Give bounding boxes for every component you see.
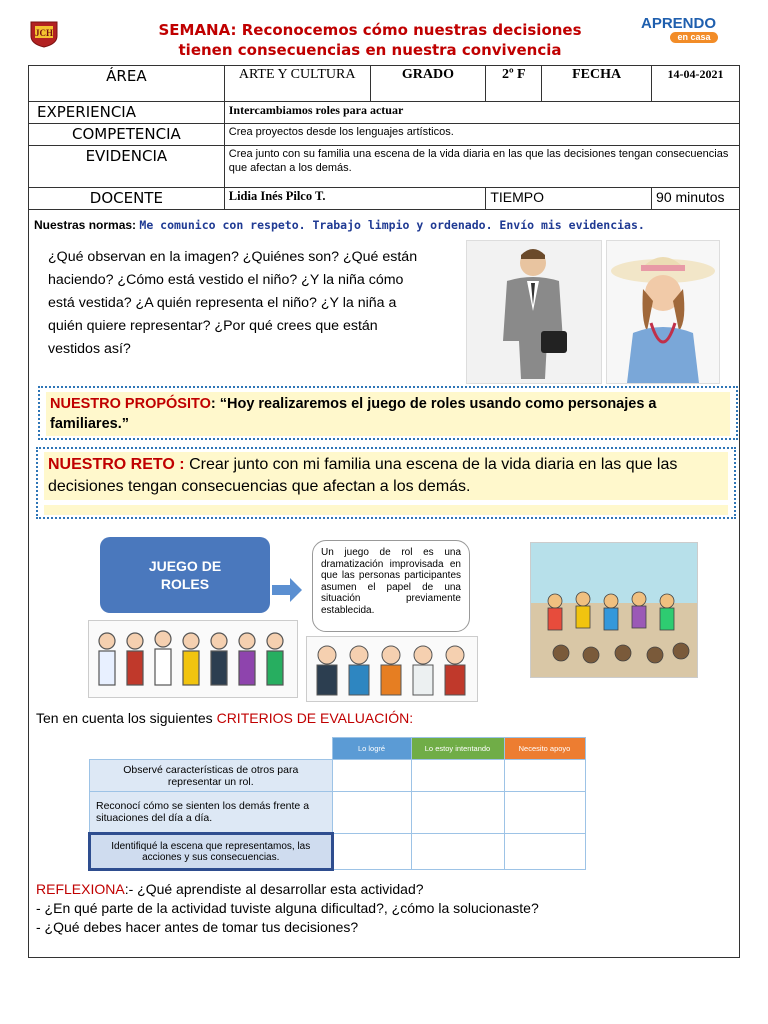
criterio-cell-necesito-apoyo[interactable] bbox=[504, 834, 585, 870]
criterio-cell-lo-logre[interactable] bbox=[332, 792, 411, 834]
info-row-evidencia bbox=[29, 146, 740, 188]
en-casa-logo-text: en casa bbox=[670, 32, 718, 43]
grado-label: GRADO bbox=[370, 66, 486, 102]
reflexiona-line-1 bbox=[36, 880, 539, 899]
juego-box-line-1: JUEGO DE bbox=[148, 558, 222, 574]
normas-label: Nuestras normas: bbox=[34, 218, 137, 232]
criterio-cell-lo-logre[interactable] bbox=[332, 760, 411, 792]
costumes-illustration bbox=[306, 636, 478, 702]
criterio-cell-necesito-apoyo[interactable] bbox=[504, 792, 585, 834]
classroom-play-image bbox=[530, 542, 698, 678]
criterios-header-row bbox=[90, 738, 586, 760]
reto-box bbox=[44, 452, 728, 500]
docente-label: DOCENTE bbox=[29, 188, 225, 210]
criterio-cell-lo-estoy-intentando[interactable] bbox=[411, 792, 504, 834]
proposito-text: “Hoy realizaremos el juego de roles usando como personajes a familiares.” bbox=[50, 396, 657, 432]
normas-line bbox=[34, 218, 645, 232]
title-line-2: tienen consecuencias en nuestra convivencia bbox=[178, 41, 562, 59]
experiencia-value: Intercambiamos roles para actuar bbox=[224, 102, 739, 124]
info-row-area bbox=[29, 66, 740, 102]
header-necesito-apoyo: Necesito apoyo bbox=[504, 738, 585, 760]
school-logo bbox=[28, 18, 60, 48]
criterios-header-empty bbox=[90, 738, 333, 760]
juego-box-line-2: ROLES bbox=[160, 576, 210, 592]
criterio-cell-necesito-apoyo[interactable] bbox=[504, 760, 585, 792]
criterio-row bbox=[90, 792, 586, 834]
title-line-1: SEMANA: Reconocemos cómo nuestras decisiones bbox=[158, 21, 582, 39]
fecha-label: FECHA bbox=[542, 66, 652, 102]
info-row-docente bbox=[29, 188, 740, 210]
reto-text: Crear junto con mi familia una escena de la vida diaria en las que las decisiones tengan consecuencias que afectan a los demás. bbox=[48, 456, 678, 495]
reflexiona-question-2: - ¿En qué parte de la actividad tuviste alguna dificultad?, ¿cómo la solucionaste? bbox=[36, 900, 539, 916]
juego-definition-bubble: Un juego de rol es una dramatización improvisada en que las personas participantes asumen el papel de una situación previamente establecida. bbox=[312, 540, 470, 632]
grado-value: 2º F bbox=[486, 66, 542, 102]
criterio-cell-lo-estoy-intentando[interactable] bbox=[411, 760, 504, 792]
tiempo-label: TIEMPO bbox=[486, 188, 652, 210]
competencia-label: COMPETENCIA bbox=[29, 124, 225, 146]
area-value: ARTE Y CULTURA bbox=[224, 66, 370, 102]
criterio-text: Reconocí cómo se sienten los demás frente a situaciones del día a día. bbox=[90, 792, 333, 834]
normas-value: Me comunico con respeto. Trabajo limpio y ordenado. Envío mis evidencias. bbox=[139, 218, 645, 232]
boy-in-suit-image bbox=[466, 240, 602, 384]
fecha-value: 14-04-2021 bbox=[652, 66, 740, 102]
reflexiona-question-3: - ¿Qué debes hacer antes de tomar tus decisiones? bbox=[36, 919, 359, 935]
tiempo-value: 90 minutos bbox=[652, 188, 740, 210]
reto-label: NUESTRO RETO : bbox=[48, 456, 185, 473]
reflexiona-label: REFLEXIONA bbox=[36, 881, 125, 897]
criterios-intro bbox=[36, 710, 413, 726]
criterio-cell-lo-estoy-intentando[interactable] bbox=[411, 834, 504, 870]
aprendo-logo-text: APRENDO bbox=[640, 15, 716, 32]
area-label: ÁREA bbox=[29, 66, 225, 102]
criterio-text: Observé características de otros para representar un rol. bbox=[90, 760, 333, 792]
reflexiona-question-1: :- ¿Qué aprendiste al desarrollar esta actividad? bbox=[124, 881, 424, 897]
evidencia-label: EVIDENCIA bbox=[29, 146, 225, 188]
observation-questions: ¿Qué observan en la imagen? ¿Quiénes son? ¿Qué están haciendo? ¿Cómo está vestido el niño? ¿Y la niña cómo está vestida? ¿A quién representa el niño? ¿Y la niña a quién quiere representar? ¿Por qué crees que están vestidos así? bbox=[48, 249, 418, 357]
evidencia-value: Crea junto con su familia una escena de la vida diaria en las que las decisiones tengan consecuencias que afectan a los demás. bbox=[224, 146, 739, 188]
juego-de-roles-box bbox=[100, 537, 270, 613]
header-lo-logre: Lo logré bbox=[332, 738, 411, 760]
criterios-intro-text: Ten en cuenta los siguientes bbox=[36, 710, 217, 726]
header-lo-estoy-intentando: Lo estoy intentando bbox=[411, 738, 504, 760]
info-table bbox=[28, 65, 740, 210]
info-row-experiencia bbox=[29, 102, 740, 124]
criterio-row bbox=[90, 760, 586, 792]
info-row-competencia bbox=[29, 124, 740, 146]
docente-value: Lidia Inés Pilco T. bbox=[224, 188, 486, 210]
svg-text:JCH: JCH bbox=[35, 28, 53, 38]
proposito-box: NUESTRO PROPÓSITO: “Hoy realizaremos el juego de roles usando como personajes a familiares.” bbox=[46, 392, 730, 436]
proposito-label: NUESTRO PROPÓSITO bbox=[50, 396, 211, 412]
experiencia-label: EXPERIENCIA bbox=[29, 102, 225, 124]
criterios-table bbox=[88, 737, 586, 871]
arrow-right-icon bbox=[272, 578, 302, 607]
competencia-value: Crea proyectos desde los lenguajes artísticos. bbox=[224, 124, 739, 146]
page-title bbox=[150, 20, 590, 60]
reflexiona-section bbox=[36, 880, 539, 937]
girl-with-hat-image bbox=[606, 240, 720, 384]
criterio-row bbox=[90, 834, 586, 870]
aprendo-en-casa-logo bbox=[640, 16, 716, 46]
criterio-cell-lo-logre[interactable] bbox=[332, 834, 411, 870]
criterio-text: Identifiqué la escena que representamos, las acciones y sus consecuencias. bbox=[90, 834, 333, 870]
criterios-title: CRITERIOS DE EVALUACIÓN: bbox=[216, 710, 414, 726]
reto-bottom-band bbox=[44, 505, 728, 515]
professions-illustration bbox=[88, 620, 298, 698]
